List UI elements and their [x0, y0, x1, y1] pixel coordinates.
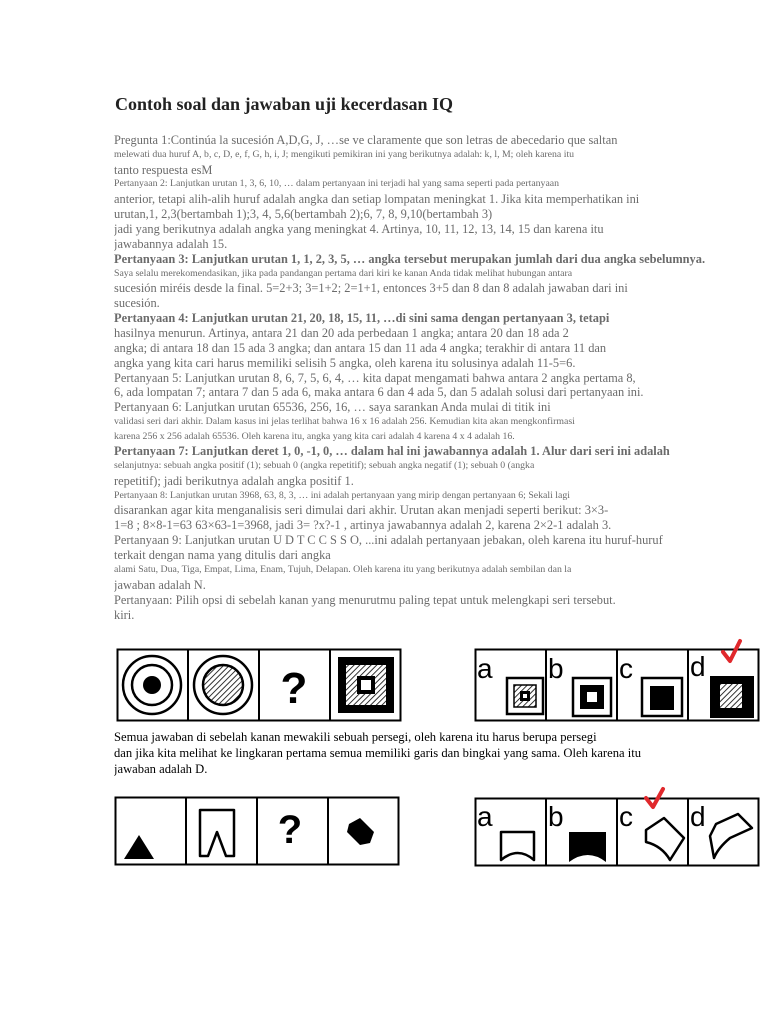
puzzle-2-sequence [114, 796, 400, 866]
body-text-line: Pertanyaan 6: Lanjutkan urutan 65536, 256, 16, … saya sarankan Anda mulai di titik ini [114, 400, 551, 415]
puzzle-1-options [474, 636, 760, 722]
explanation-line: jawaban adalah D. [114, 762, 208, 776]
body-text-line: hasilnya menurun. Artinya, antara 21 dan 20 ada perbedaan 1 angka; antara 20 dan 18 ada 2 [114, 325, 569, 340]
question-heading-line: Pertanyaan 7: Lanjutkan deret 1, 0, -1, 0, … dalam hal ini jawabannya adalah 1. Alur dari seri ini adalah [114, 444, 670, 459]
body-text-line: Pertanyaan 5: Lanjutkan urutan 8, 6, 7, 5, 6, 4, … kita dapat mengamati bahwa antara 2 angka pertama 8, [114, 370, 636, 385]
option-b-label: b [548, 653, 564, 684]
body-text-line: alami Satu, Dua, Tiga, Empat, Lima, Enam, Tujuh, Delapan. Oleh karena itu yang berikutnya adalah sembilan dan la [114, 564, 572, 576]
framed-square-icon [338, 657, 394, 713]
concentric-circles-icon [123, 656, 181, 714]
body-text-line: selanjutnya: sebuah angka positif (1); sebuah 0 (angka repetitif); sebuah angka negatif (1); sebuah 0 (angka [114, 460, 535, 472]
question-mark: ? [277, 808, 303, 852]
option-d-label: d [690, 801, 706, 832]
body-text-line: repetitif); jadi berikutnya adalah angka positif 1. [114, 473, 354, 488]
body-text-line: validasi seri dari akhir. Dalam kasus ini jelas terlihat bahwa 16 x 16 adalah 256. Kemudian kita akan mengkonfirmasi [114, 416, 575, 428]
body-text-line: disarankan agar kita menganalisis seri dimulai dari akhir. Urutan akan menjadi seperti berikut: 3×3- [114, 503, 609, 518]
body-text-line: 1=8 ; 8×8-1=63 63×63-1=3968, jadi 3= ?x?-1 , artinya jawabannya adalah 2, karena 2×2-1 adalah 3. [114, 518, 612, 533]
question-heading-line: Pertanyaan 3: Lanjutkan urutan 1, 1, 2, 3, 5, … angka tersebut merupakan jumlah dari dua angka sebelumnya. [114, 251, 706, 266]
puzzle-1-sequence [116, 648, 402, 722]
body-text-line: Pertanyaan: Pilih opsi di sebelah kanan yang menurutmu paling tepat untuk melengkapi seri tersebut. [114, 592, 616, 607]
body-text-line: Pregunta 1:Continúa la sucesión A,D,G, J, …se ve claramente que son letras de abecedario que saltan [114, 133, 618, 147]
body-text-line: urutan,1, 2,3(bertambah 1);3, 4, 5,6(bertambah 2);6, 7, 8, 9,10(bertambah 3) [114, 206, 493, 221]
body-text-line: Pertanyaan 8: Lanjutkan urutan 3968, 63, 8, 3, … ini adalah pertanyaan yang mirip dengan pertanyaan 6; Sekali lagi [114, 489, 570, 501]
explanation-text [114, 729, 754, 777]
option-d-label: d [690, 651, 706, 682]
body-text-line: melewati dua huruf A, b, c, D, e, f, G, h, i, J; mengikuti pemikiran ini yang berikutnya adalah: k, l, M; oleh karena itu [114, 148, 575, 160]
body-text-line: angka yang kita cari harus memiliki selisih 5 angka, oleh karena itu solusinya adalah 11-5=6. [114, 355, 576, 370]
option-a-label: a [477, 653, 493, 684]
body-text-line: Pertanyaan 9: Lanjutkan urutan U D T C C S S O, ...ini adalah pertanyaan jebakan, oleh karena itu huruf-huruf [114, 533, 663, 548]
explanation-line: dan jika kita melihat ke lingkaran pertama semua memiliki garis dan bingkai yang sama. Oleh karena itu [114, 746, 642, 760]
body-text-line: karena 256 x 256 adalah 65536. Oleh karena itu, angka yang kita cari adalah 4 karena 4 x 4 adalah 16. [114, 430, 515, 442]
body-text-line: angka; di antara 18 dan 15 ada 3 angka; dan antara 15 dan 11 ada 4 angka; terakhir di antara 11 dan [114, 340, 607, 355]
option-c-label: c [619, 801, 633, 832]
question-mark: ? [280, 664, 308, 713]
body-text-line: jawabannya adalah 15. [114, 236, 228, 251]
body-text-line: sucesión. [114, 296, 160, 311]
hatched-circle-icon [194, 656, 252, 714]
body-text-line: kiri. [114, 607, 135, 622]
body-text-line: Pertanyaan 2: Lanjutkan urutan 1, 3, 6, 10, … dalam pertanyaan ini terjadi hal yang sama seperti pada pertanyaan [114, 178, 560, 190]
page-title: Contoh soal dan jawaban uji kecerdasan IQ [115, 94, 454, 114]
puzzle-2-options [474, 786, 760, 868]
question-heading-line: Pertanyaan 4: Lanjutkan urutan 21, 20, 18, 15, 11, …di sini sama dengan pertanyaan 3, tetapi [114, 310, 610, 325]
body-text-line: sucesión miréis desde la final. 5=2+3; 3=1+2; 2=1+1, entonces 3+5 dan 8 dan 8 adalah jawaban dari ini [114, 281, 628, 296]
body-text-line: 6, ada lompatan 7; antara 7 dan 5 ada 6, maka antara 6 dan 4 ada 5, dan 5 adalah solusi dari pertanyaan ini. [114, 385, 644, 400]
option-a-label: a [477, 801, 493, 832]
body-text-line: Saya selalu merekomendasikan, jika pada pandangan pertama dari kiri ke kanan Anda tidak melihat hubungan antara [114, 267, 573, 279]
body-text-line: terkait dengan nama yang ditulis dari angka [114, 548, 331, 563]
body-text-line: tanto respuesta esM [114, 162, 213, 177]
body-text-line: anterior, tetapi alih-alih huruf adalah angka dan setiap lompatan meningkat 1. Jika kita memperhatikan ini [114, 192, 640, 206]
body-text-line: jawaban adalah N. [114, 577, 206, 592]
option-b-label: b [548, 801, 564, 832]
option-c-label: c [619, 653, 633, 684]
explanation-line: Semua jawaban di sebelah kanan mewakili sebuah persegi, oleh karena itu harus berupa persegi [114, 730, 597, 744]
body-text-line: jadi yang berikutnya adalah angka yang meningkat 4. Artinya, 10, 11, 12, 13, 14, 15 dan karena itu [114, 221, 604, 236]
article-body [114, 133, 744, 622]
